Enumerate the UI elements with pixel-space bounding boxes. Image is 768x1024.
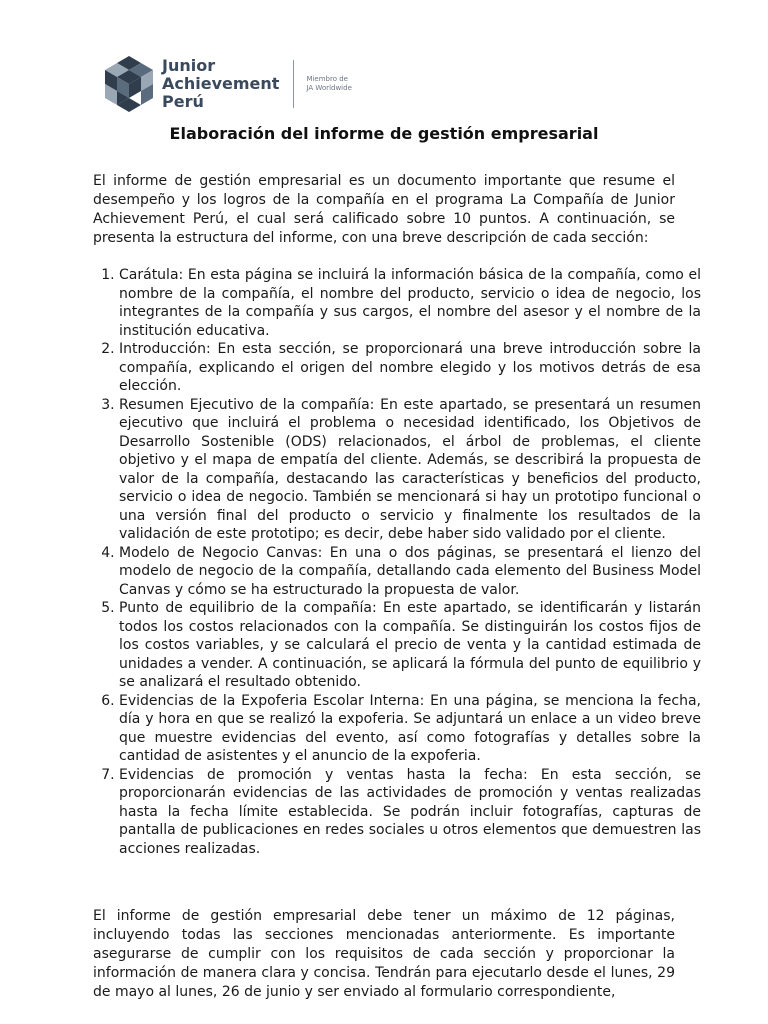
member-label [306,75,351,93]
outro-paragraph: El informe de gestión empresarial debe tener un máximo de 12 páginas, incluyendo todas las secciones mencionadas anteriormente. Es importante asegurarse de cumplir con los requisitos de cada sección y proporcionar la información de manera clara y concisa. Tendrán para ejecutarlo desde el lunes, 29 de mayo al lunes, 26 de junio y ser enviado al formulario correspondiente, [93,908,675,1000]
list-item: 6. Evidencias de la Expoferia Escolar Interna: En una página, se menciona la fecha, día y hora en que se realizó la expoferia. Se adjuntará un enlace a un video breve que muestre evidencias del evento, así como fotografías y detalles sobre la cantidad de asistentes y el anuncio de la expoferia. [119,692,701,766]
logo-wordmark [162,57,279,111]
member-line-2: JA Worldwide [306,84,352,92]
list-item: 4. Modelo de Negocio Canvas: En una o dos páginas, se presentará el lienzo del modelo de negocio de la compañía, detallando cada elemento del Business Model Canvas y cómo se ha estructurado la propuesta de valor. [119,544,701,600]
header-logo [104,52,352,116]
logo-divider [293,60,294,108]
logo-line-2: Achievement [162,74,280,93]
intro-paragraph: El informe de gestión empresarial es un documento importante que resume el desempeño y los logros de la compañía en el programa La Compañía de Junior Achievement Perú, el cual será calificado sobre 10 puntos. A continuación, se presenta la estructura del informe, con una breve descripción de cada sección: [93,173,675,246]
member-line-1: Miembro de [306,75,348,83]
list-item: 2. Introducción: En esta sección, se proporcionará una breve introducción sobre la compañía, explicando el origen del nombre elegido y los motivos detrás de esa elección. [119,340,701,396]
section-list [93,266,701,858]
logo-line-3: Perú [162,92,204,111]
list-item: 5. Punto de equilibrio de la compañía: En este apartado, se identificarán y listarán todos los costos relacionados con la compañía. Se distinguirán los costos fijos de los costos variables, y se calculará el precio de venta y la cantidad estimada de unidades a vender. A continuación, se aplicará la fórmula del punto de equilibrio y se analizará el resultado obtenido. [119,599,701,692]
list-item: 7. Evidencias de promoción y ventas hasta la fecha: En esta sección, se proporcionarán evidencias de las actividades de promoción y ventas realizadas hasta la fecha límite establecida. Se podrán incluir fotografías, capturas de pantalla de publicaciones en redes sociales u otros elementos que demuestren las acciones realizadas. [119,766,701,859]
logo-line-1: Junior [162,56,216,75]
junior-achievement-logo-icon [104,54,154,114]
list-item: 3. Resumen Ejecutivo de la compañía: En este apartado, se presentará un resumen ejecutivo que incluirá el problema o necesidad identificado, los Objetivos de Desarrollo Sostenible (ODS) relacionados, el árbol de problemas, el cliente objetivo y el mapa de empatía del cliente. Además, se describirá la propuesta de valor de la compañía, destacando las características y beneficios del producto, servicio o idea de negocio. También se mencionará si hay un prototipo funcional o una versión final del producto o servicio y finalmente los resultados de la validación de este prototipo; es decir, debe haber sido validado por el cliente. [119,396,701,544]
list-item: 1. Carátula: En esta página se incluirá la información básica de la compañía, como el nombre de la compañía, el nombre del producto, servicio o idea de negocio, los integrantes de la compañía y sus cargos, el nombre del asesor y el nombre de la institución educativa. [119,266,701,340]
document-title: Elaboración del informe de gestión empresarial [169,124,599,143]
